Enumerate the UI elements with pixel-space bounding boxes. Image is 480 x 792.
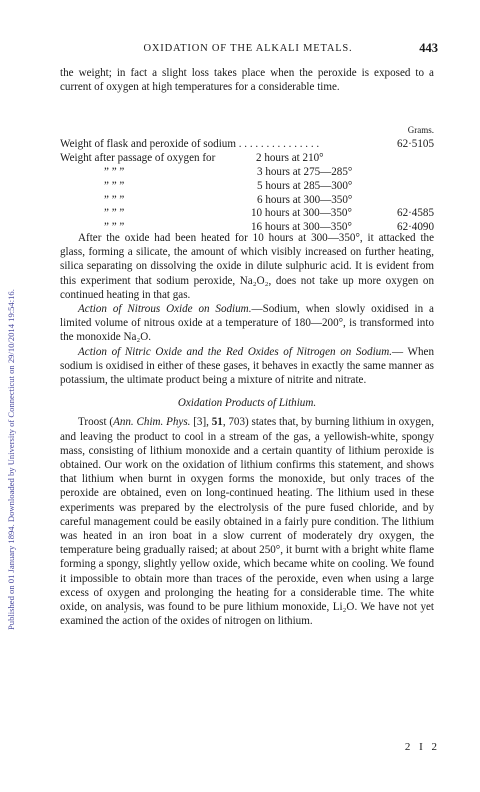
- lithium-paragraph: [60, 415, 434, 628]
- row-condition: 5 hours at 285—300°: [257, 179, 353, 192]
- page-number: 443: [419, 41, 438, 55]
- journal-citation: Ann. Chim. Phys.: [113, 416, 191, 429]
- signature-mark: 2 I 2: [404, 741, 440, 753]
- row-value: 62·4585: [397, 207, 434, 220]
- row-label: ” ” ”: [104, 193, 125, 206]
- paragraph-after-table: After the oxide had been heated for 10 hours at 300—350°, it attacked the glass, forming a silicate, the amount of which visibly increased on further heating, silica separating on dissolving the oxide in dilute sulphuric acid. It is evident from this experiment that sodium peroxide, Na₂O₂, does not take up more oxygen on continued heating in that gas.: [60, 232, 434, 301]
- row-condition: 2 hours at 210°: [256, 151, 324, 164]
- nitrous-text: —Sodium, when slowly oxidised in a limited volume of nitrous oxide at a temperature of 180—200°, is transformed into the monoxide Na₂O.: [60, 303, 434, 344]
- row-value: 62·4090: [397, 221, 434, 234]
- nitric-paragraph: [60, 345, 434, 388]
- row-label: Weight of flask and peroxide of sodium . . . . . . . . . . . . . . .: [60, 138, 320, 150]
- row-condition: 3 hours at 275—285°: [257, 165, 353, 178]
- body-top: [60, 66, 434, 94]
- row-label: ” ” ”: [104, 207, 125, 220]
- table-row: [60, 166, 434, 180]
- table-row: [60, 152, 434, 166]
- row-label: ” ” ”: [104, 221, 125, 234]
- row-condition: 16 hours at 300—350°: [251, 221, 352, 234]
- nitric-text: — When sodium is oxidised in either of these gases, it behaves in exactly the same manner as potassium, the ultimate product being a mixture of nitrite and nitrate.: [60, 345, 434, 387]
- row-condition: 10 hours at 300—350°: [251, 207, 352, 220]
- row-label: ” ” ”: [104, 179, 125, 192]
- volume-number: 51: [211, 416, 223, 429]
- intro-paragraph: the weight; in fact a slight loss takes place when the peroxide is exposed to a current of oxygen at high temperatures for a considerable time.: [60, 67, 434, 94]
- section-heading: Oxidation Products of Lithium.: [177, 397, 317, 410]
- weight-table: [60, 125, 434, 235]
- table-row: [60, 180, 434, 194]
- unit-label: Grams.: [407, 125, 434, 135]
- lithium-text-3: , 703) states that, by burning lithium in oxygen, and leaving the product to cool in a stream of the gas, a yellowish-white, spongy mass, consisting of lithium monoxide and a certain quantity of lithium peroxide is obtained. Our work on the oxidation of lithium confirms this statement, and shows that lithium when burnt in oxygen forms the monoxide, but only traces of the peroxide are obtained, even on long-continued heating. The lithium used in these experiments was prepared by the electrolysis of the pure fused chloride, and by careful management could be easily obtained in a fairly pure condition. The lithium was heated in an iron boat in a slow current of moderately dry oxygen, the temperature being gradually raised; at about 250°, it burnt with a bright white flame forming a spongy, slightly yellow oxide, which became white on cooling. We found it impossible to obtain more than traces of the peroxide, even when using a large excess of oxygen and prolonging the heating for a considerable time. The white oxide, on analysis, was found to be pure lithium monoxide, Li₂O. We have not yet examined the action of the oxides of nitrogen on lithium.: [60, 416, 435, 628]
- running-header: [62, 41, 438, 58]
- table-row: [60, 207, 434, 221]
- body-main: [60, 231, 434, 628]
- nitrous-paragraph: [60, 302, 434, 345]
- row-value: 62·5105: [397, 138, 434, 150]
- row-condition: 6 hours at 300—350°: [257, 193, 353, 206]
- nitrous-heading: Action of Nitrous Oxide on Sodium.: [78, 303, 252, 316]
- table-row: [60, 138, 434, 152]
- lithium-text-1: Troost (: [78, 416, 114, 429]
- row-label: ” ” ”: [104, 165, 125, 178]
- running-title: OXIDATION OF THE ALKALI METALS.: [143, 43, 353, 54]
- table-row: [60, 194, 434, 208]
- download-stamp: Published on 01 January 1894. Downloaded by University of Connecticut on 29/10/2014 19:54:16.: [6, 289, 16, 630]
- lithium-text-2: [3],: [190, 416, 212, 429]
- row-label: Weight after passage of oxygen for: [60, 151, 216, 164]
- nitric-heading: Action of Nitric Oxide and the Red Oxides of Nitrogen on Sodium.: [78, 345, 392, 358]
